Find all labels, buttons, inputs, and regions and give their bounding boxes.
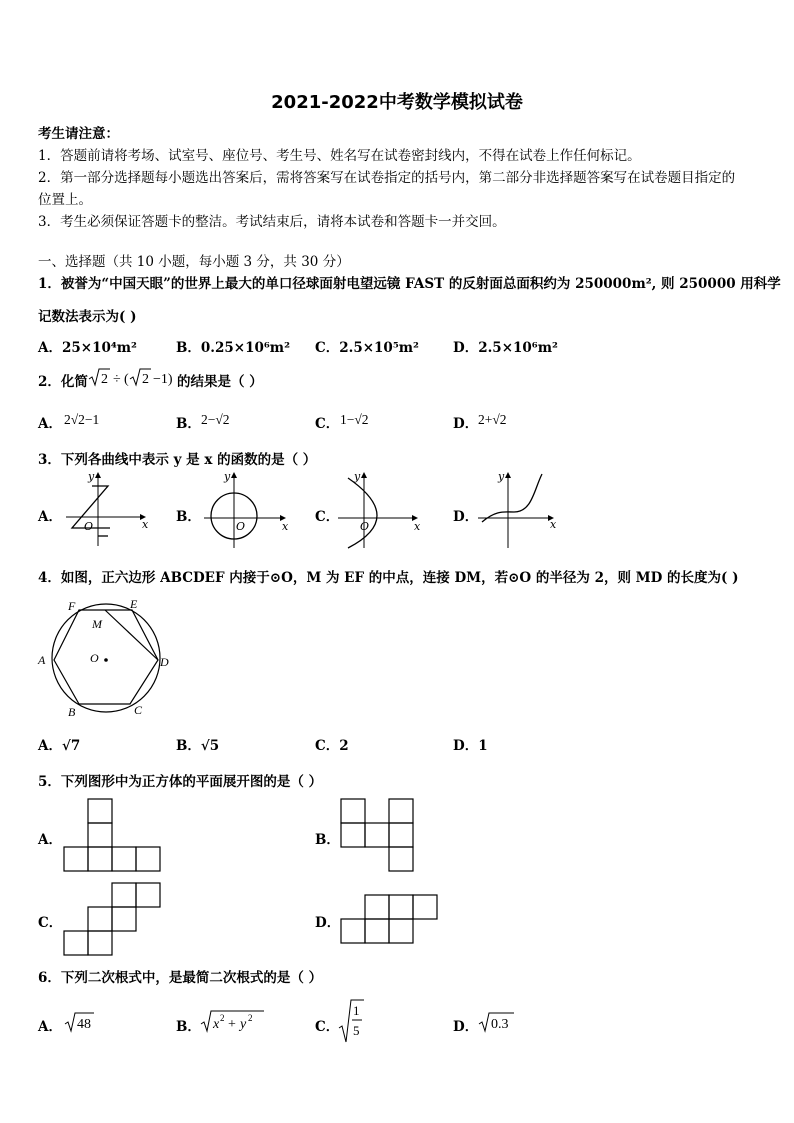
q2-option-d-label: D． <box>453 416 479 432</box>
svg-text:2: 2 <box>101 372 108 387</box>
q3c-origin: O <box>360 520 370 533</box>
svg-text:−1): −1) <box>153 372 173 387</box>
q2-option-a-text: 2√2−1 <box>64 412 100 427</box>
page-title: 2021-2022中考数学模拟试卷 <box>271 92 523 113</box>
svg-text:2: 2 <box>142 372 149 387</box>
q4-point-a: A <box>38 653 46 667</box>
q5-option-c-label: C． <box>38 915 63 931</box>
q3a-y-label: y <box>88 470 95 483</box>
q3d-y-label: y <box>498 470 505 483</box>
q3-option-d-label: D． <box>453 509 479 525</box>
q1-option-a: A．25×10⁴m² <box>38 340 137 356</box>
q3-stem: 3．下列各曲线中表示 y 是 x 的函数的是（ ） <box>38 452 317 468</box>
q6-option-d-label: D． <box>453 1019 479 1035</box>
q3b-origin: O <box>236 520 246 533</box>
q5-option-b-label: B． <box>315 832 340 848</box>
q6-option-a-label: A． <box>38 1019 62 1035</box>
svg-text:2: 2 <box>248 1013 253 1023</box>
q3-option-b-label: B． <box>176 509 201 525</box>
q1-option-c: C．2.5×10⁵m² <box>315 340 419 356</box>
notice-item-2: 2．第一部分选择题每小题选出答案后，需将答案写在试卷指定的括号内，第二部分非选择题答案写在试卷题目指定的 <box>38 170 736 186</box>
q6-stem: 6．下列二次根式中，是最简二次根式的是（ ） <box>38 970 323 986</box>
q6-option-a <box>64 1010 104 1036</box>
q1-stem-line2: 记数法表示为( ) <box>38 309 137 325</box>
q2-option-a-label: A． <box>38 416 62 432</box>
svg-text:48: 48 <box>77 1017 91 1032</box>
q4-point-c: C <box>134 703 143 717</box>
q5-net-c <box>64 882 164 958</box>
q3b-y-label: y <box>224 470 231 483</box>
q2-expression <box>88 366 176 388</box>
q3a-x-label: x <box>142 518 149 531</box>
q3-graph-a <box>62 470 152 550</box>
q2-stem-pre: 2．化简 <box>38 374 88 390</box>
q4-option-a: A．√7 <box>38 738 81 754</box>
q5-option-d-label: D． <box>315 915 341 931</box>
q3-option-a-label: A． <box>38 509 62 525</box>
svg-text:(: ( <box>124 372 129 387</box>
q4-figure <box>34 596 174 722</box>
q2-option-d: 2+√2 <box>478 412 507 427</box>
q3d-x-label: x <box>550 518 557 531</box>
q5-net-b <box>340 798 416 874</box>
q4-point-o: O <box>90 651 99 665</box>
q4-point-e: E <box>130 597 138 611</box>
notice-heading: 考生请注意： <box>38 126 119 142</box>
svg-text:x: x <box>213 1017 220 1032</box>
q4-stem: 4．如图，正六边形 ABCDEF 内接于⊙O，M 为 EF 的中点，连接 DM，若⊙O 的半径为 2，则 MD 的长度为( ) <box>38 570 739 586</box>
notice-item-2-cont: 位置上。 <box>38 192 92 208</box>
q2-option-c: 1−√2 <box>340 412 369 427</box>
q1-stem-line1: 1．被誉为“中国天眼”的世界上最大的单口径球面射电望远镜 FAST 的反射面总面积约为 250000m², 则 250000 用科学 <box>38 276 781 292</box>
svg-text:1: 1 <box>353 1003 360 1018</box>
q3-graph-b <box>200 470 292 550</box>
q1-option-b: B．0.25×10⁶m² <box>176 340 290 356</box>
q6-option-c-label: C． <box>315 1019 340 1035</box>
notice-item-1: 1．答题前请将考场、试室号、座位号、考生号、姓名写在试卷密封线内，不得在试卷上作任何标记。 <box>38 148 641 164</box>
svg-text:y: y <box>240 1017 247 1032</box>
q4-option-c: C．2 <box>315 738 349 754</box>
svg-text:÷: ÷ <box>113 372 121 387</box>
q6-option-c <box>338 998 368 1044</box>
svg-text:+: + <box>228 1017 236 1032</box>
svg-text:0.3: 0.3 <box>491 1017 509 1032</box>
notice-item-3: 3．考生必须保证答题卡的整洁。考试结束后，请将本试卷和答题卡一并交回。 <box>38 214 506 230</box>
q3-option-c-label: C． <box>315 509 340 525</box>
svg-text:5: 5 <box>353 1023 360 1038</box>
q5-net-a <box>64 798 164 874</box>
q5-option-a-label: A． <box>38 832 62 848</box>
q5-stem: 5．下列图形中为正方体的平面展开图的是（ ） <box>38 774 323 790</box>
q3-graph-c <box>336 470 426 550</box>
q3a-origin: O <box>84 520 94 533</box>
q4-option-d: D．1 <box>453 738 488 754</box>
q3c-x-label: x <box>414 520 421 533</box>
q1-option-d: D．2.5×10⁶m² <box>453 340 558 356</box>
q2-stem-post: 的结果是（ ） <box>177 374 263 390</box>
section-heading: 一、选择题（共 10 小题，每小题 3 分，共 30 分） <box>38 254 350 270</box>
q4-point-b: B <box>68 705 76 719</box>
q4-point-f: F <box>68 599 76 613</box>
q2-option-b-label: B． <box>176 416 201 432</box>
q6-option-d <box>478 1010 518 1036</box>
q4-point-m: M <box>92 617 102 631</box>
q6-option-b-label: B． <box>176 1019 201 1035</box>
q6-option-b <box>200 1008 270 1036</box>
q2-option-b: 2−√2 <box>201 412 230 427</box>
svg-text:2: 2 <box>220 1013 225 1023</box>
q4-point-d: D <box>160 655 169 669</box>
q3-graph-d <box>474 470 564 550</box>
q4-option-b: B．√5 <box>176 738 220 754</box>
q2-option-a <box>64 412 99 428</box>
q2-option-c-label: C． <box>315 416 340 432</box>
q3b-x-label: x <box>282 520 289 533</box>
q3c-y-label: y <box>354 470 361 483</box>
q5-net-d <box>341 894 441 946</box>
